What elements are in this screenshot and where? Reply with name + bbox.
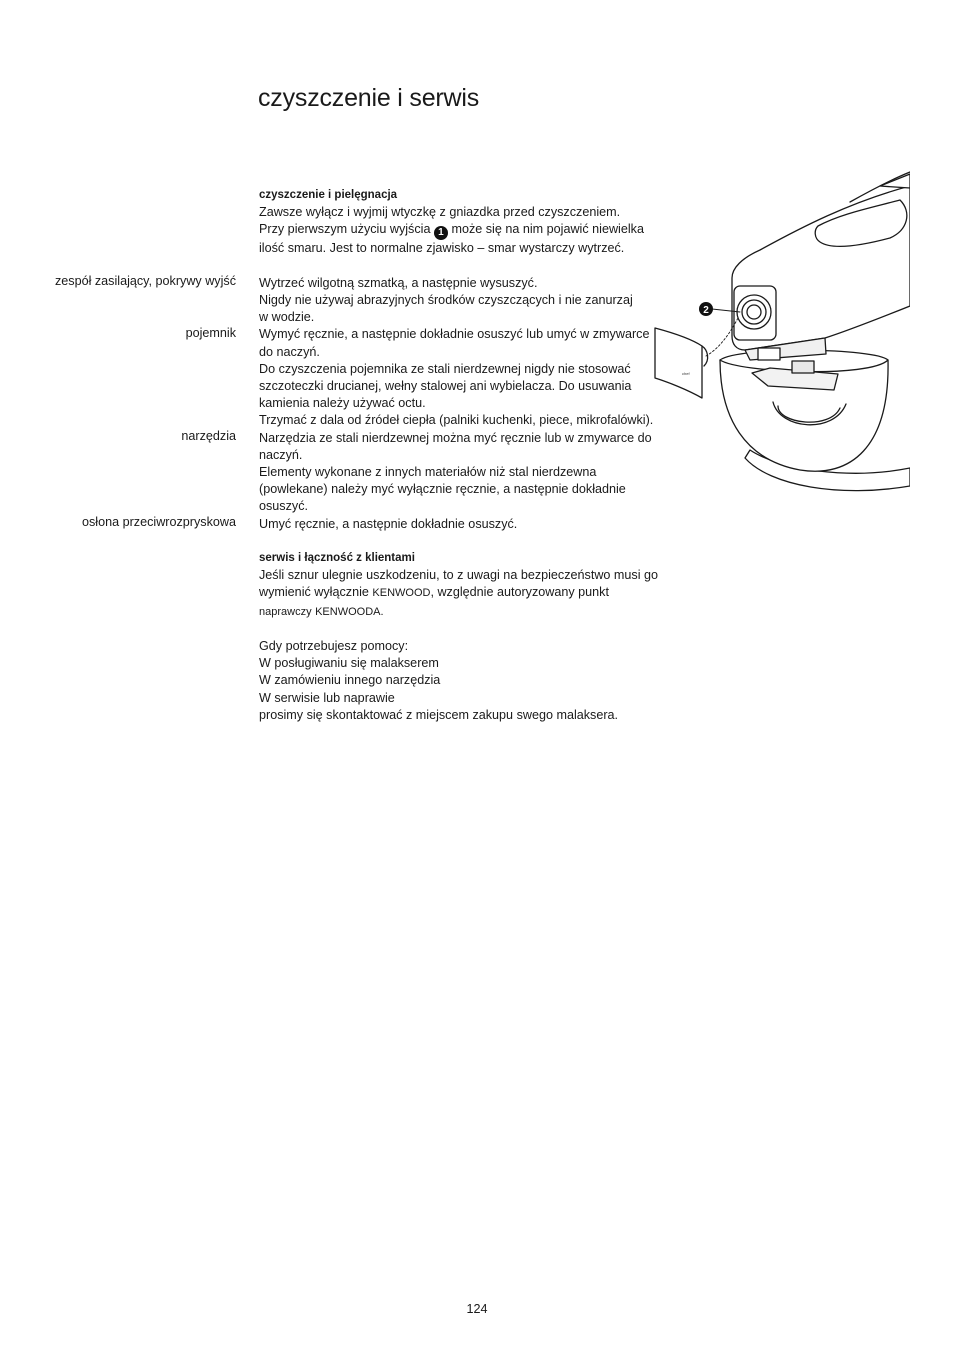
label-tools: narzędzia (181, 429, 236, 443)
page-title: czyszczenie i serwis (258, 84, 480, 112)
spacer (259, 258, 689, 275)
tools-line: naczyń. (259, 447, 303, 462)
text-fragment: naprawczy (259, 605, 312, 618)
paragraph-line (259, 584, 689, 602)
label-splash-guard: osłona przeciwrozpryskowa (82, 515, 236, 529)
bowl-line: szczoteczki drucianej, wełny stalowej ani wybielacza. Do usuwania (259, 379, 632, 394)
text-fragment: . (380, 605, 384, 618)
power-unit-line: w wodzie. (259, 310, 315, 325)
splash-guard-line: Umyć ręcznie, a następnie dokładnie osuszyć. (259, 516, 518, 531)
label-power-unit: zespół zasilający, pokrywy wyjść (54, 274, 236, 288)
spacer (259, 621, 689, 638)
help-line: Gdy potrzebujesz pomocy: (259, 639, 409, 654)
spacer (259, 533, 689, 550)
svg-text:chef: chef (682, 371, 690, 376)
splash-guard-part (655, 328, 702, 398)
brand-name: KENWOOD (372, 587, 431, 600)
power-unit-line: Wytrzeć wilgotną szmatką, a następnie wysuszyć. (259, 275, 538, 290)
bowl-line: Wymyć ręcznie, a następnie dokładnie osuszyć lub umyć w zmywarce (259, 327, 650, 342)
mixer-illustration (650, 168, 910, 502)
paragraph-line: Zawsze wyłącz i wyjmij wtyczkę z gniazdka przed czyszczeniem. (259, 205, 621, 220)
text-fragment: Przy pierwszym użyciu wyjścia (259, 222, 431, 237)
help-line: W zamówieniu innego narzędzia (259, 673, 441, 688)
bowl-line: Do czyszczenia pojemnika ze stali nierdzewnej nigdy nie stosować (259, 361, 631, 376)
help-line: prosimy się skontaktować z miejscem zakupu swego malaksera. (259, 707, 619, 722)
bowl-line: do naczyń. (259, 344, 320, 359)
callout-number-2-label: 2 (703, 305, 709, 316)
paragraph-line: ilość smaru. Jest to normalne zjawisko – smar wystarczy wytrzeć. (259, 241, 625, 256)
bowl-line: Trzymać z dala od źródeł ciepła (palniki kuchenki, piece, mikrofalówki). (259, 413, 654, 428)
help-line: W posługiwaniu się malakserem (259, 656, 439, 671)
text-fragment: , względnie autoryzowany punkt (430, 585, 609, 600)
power-unit-line: Nigdy nie używaj abrazyjnych środków czyszczących i nie zanurzaj (259, 293, 633, 307)
tools-line: Elementy wykonane z innych materiałów niż stal nierdzewna (259, 465, 597, 480)
paragraph-line (259, 603, 689, 621)
page-number: 124 (466, 1302, 488, 1316)
tools-line: osuszyć. (259, 499, 308, 514)
label-bowl: pojemnik (185, 326, 236, 340)
text-fragment: może się na nim pojawić niewielka (451, 222, 644, 237)
tools-line: (powlekane) należy myć wyłącznie ręcznie, a następnie dokładnie (259, 482, 626, 497)
text-fragment: wymienić wyłącznie (259, 585, 369, 600)
paragraph-line: Jeśli sznur ulegnie uszkodzeniu, to z uwagi na bezpieczeństwo musi go (259, 568, 659, 583)
brand-name: KENWOODA (315, 605, 381, 618)
bowl-line: kamienia należy używać octu. (259, 396, 426, 411)
section-heading-service: serwis i łączność z klientami (259, 552, 415, 565)
paragraph-line (259, 221, 689, 240)
section-heading-cleaning: czyszczenie i pielęgnacja (259, 189, 398, 201)
tools-line: Narzędzia ze stali nierdzewnej można myć ręcznie lub w zmywarce do (259, 430, 652, 445)
main-text-column (259, 187, 689, 724)
help-line: W serwisie lub naprawie (259, 690, 395, 705)
callout-number-1: 1 (434, 226, 448, 240)
